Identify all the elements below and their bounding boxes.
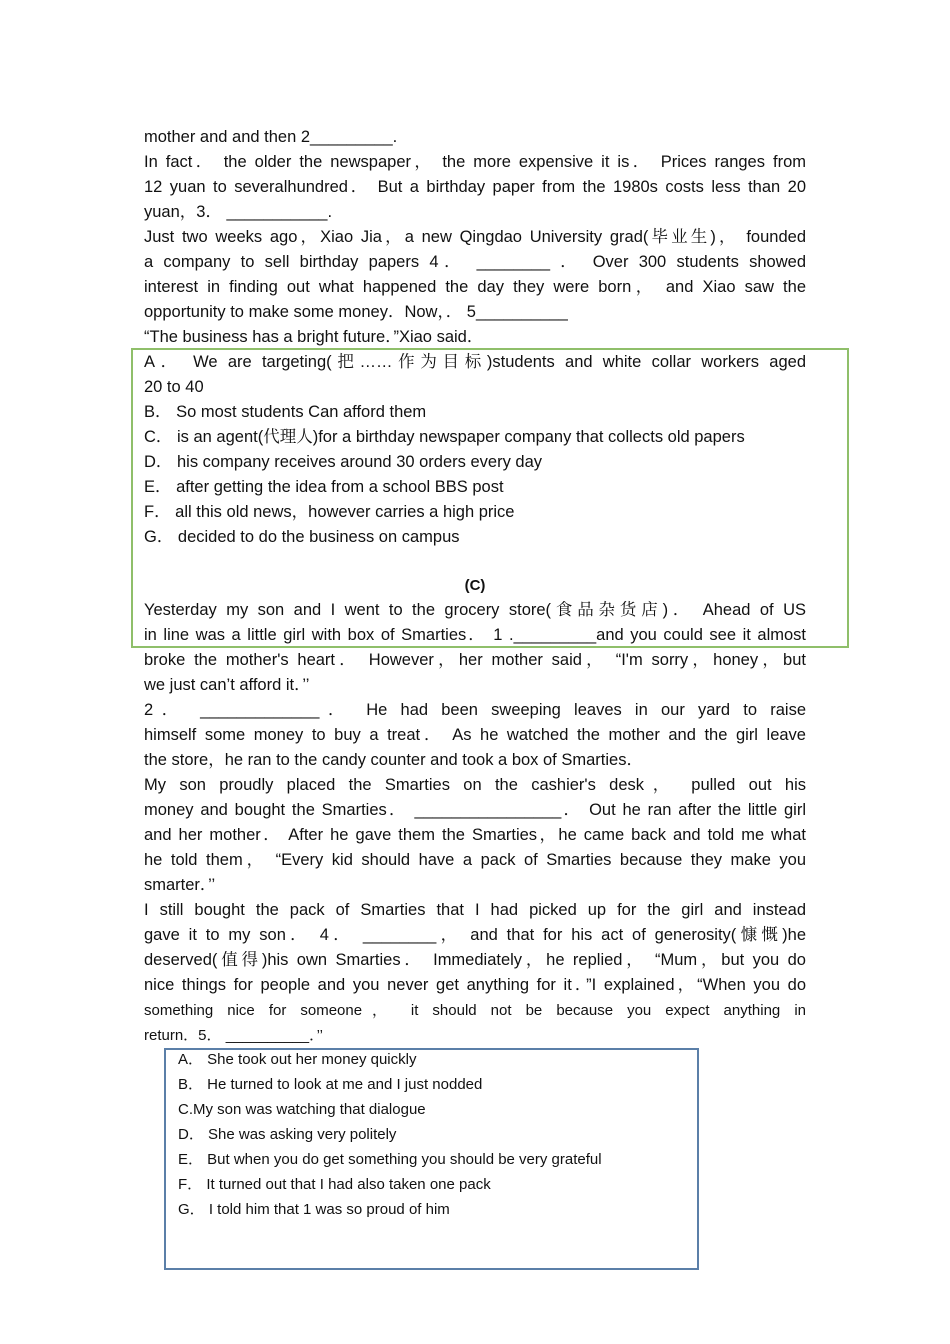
- option-b-g: G． decided to do the business on campus: [144, 528, 460, 546]
- passage-b-line: interest in finding out what happened the day they were born， and Xiao saw the: [144, 278, 806, 296]
- option-c-d: D． She was asking very politely: [178, 1126, 397, 1143]
- option-c-e: E． But when you do get something you should be very grateful: [178, 1151, 602, 1168]
- passage-b-line: a company to sell birthday papers 4． ________ ． Over 300 students showed: [144, 253, 806, 271]
- passage-b-line: “The business has a bright future．”Xiao said．: [144, 328, 484, 346]
- passage-b-line: Just two weeks ago，Xiao Jia，a new Qingdao University grad(毕业生)， founded: [144, 228, 806, 246]
- passage-c-line: the store，he ran to the candy counter and took a box of Smarties．: [144, 751, 643, 769]
- passage-c-line: nice things for people and you never get anything for it．”I explained，“When you do: [144, 976, 806, 994]
- option-b-e: E． after getting the idea from a school BBS post: [144, 478, 504, 496]
- passage-b-line: opportunity to make some money．Now，． 5__________: [144, 303, 568, 321]
- option-b-b: B． So most students Can afford them: [144, 403, 427, 421]
- section-c-heading: (C): [464, 577, 486, 594]
- passage-c-line: return．5． __________．’’: [144, 1027, 324, 1044]
- passage-c-line: I still bought the pack of Smarties that I had picked up for the girl and instead: [144, 901, 806, 919]
- passage-c-line: in line was a little girl with box of Smarties． 1 ._________and you could see it almost: [144, 626, 806, 644]
- option-b-a: A． We are targeting(把……作为目标)students and white collar workers aged: [144, 353, 806, 371]
- passage-c-line: money and bought the Smarties． ________________． Out he ran after the little girl: [144, 801, 806, 819]
- option-b-d: D． his company receives around 30 orders every day: [144, 453, 543, 471]
- option-b-f: F． all this old news，however carries a high price: [144, 503, 515, 521]
- passage-c-line: My son proudly placed the Smarties on the cashier's desk， pulled out his: [144, 776, 806, 794]
- passage-b-line: In fact． the older the newspaper， the more expensive it is． Prices ranges from: [144, 153, 806, 171]
- passage-c-line: 2． _____________． He had been sweeping leaves in our yard to raise: [144, 701, 806, 719]
- passage-c-line: we just can’t afford it．’’: [144, 676, 310, 694]
- option-c-g: G． I told him that 1 was so proud of him: [178, 1201, 450, 1218]
- option-c-f: F． It turned out that I had also taken one pack: [178, 1176, 491, 1193]
- passage-b-line: mother and and then 2_________.: [144, 128, 398, 146]
- passage-c-line: deserved(值得)his own Smarties． Immediately，he replied， “Mum，but you do: [144, 951, 806, 969]
- option-b-a-cont: 20 to 40: [144, 378, 204, 396]
- passage-b-line: yuan，3． ___________.: [144, 203, 333, 221]
- passage-c-line: Yesterday my son and I went to the grocery store(食品杂货店)． Ahead of US: [144, 601, 806, 619]
- option-b-c: C． is an agent(代理人)for a birthday newspaper company that collects old papers: [144, 428, 745, 446]
- passage-c-line: gave it to my son． 4． ________， and that for his act of generosity(慷慨)he: [144, 926, 806, 944]
- passage-c-line: smarter．’’: [144, 876, 216, 894]
- passage-c-line: himself some money to buy a treat． As he watched the mother and the girl leave: [144, 726, 806, 744]
- option-c-b: B． He turned to look at me and I just nodded: [178, 1076, 483, 1093]
- passage-c-line: he told them， “Every kid should have a pack of Smarties because they make you: [144, 851, 806, 869]
- passage-c-line: broke the mother's heart． However，her mother said， “I'm sorry，honey，but: [144, 651, 806, 669]
- passage-c-line: and her mother． After he gave them the Smarties，he came back and told me what: [144, 826, 806, 844]
- passage-b-line: 12 yuan to severalhundred． But a birthday paper from the 1980s costs less than 20: [144, 178, 806, 196]
- passage-c-line: something nice for someone， it should not be because you expect anything in: [144, 1002, 806, 1019]
- option-c-c: C.My son was watching that dialogue: [178, 1101, 426, 1118]
- option-c-a: A． She took out her money quickly: [178, 1051, 417, 1068]
